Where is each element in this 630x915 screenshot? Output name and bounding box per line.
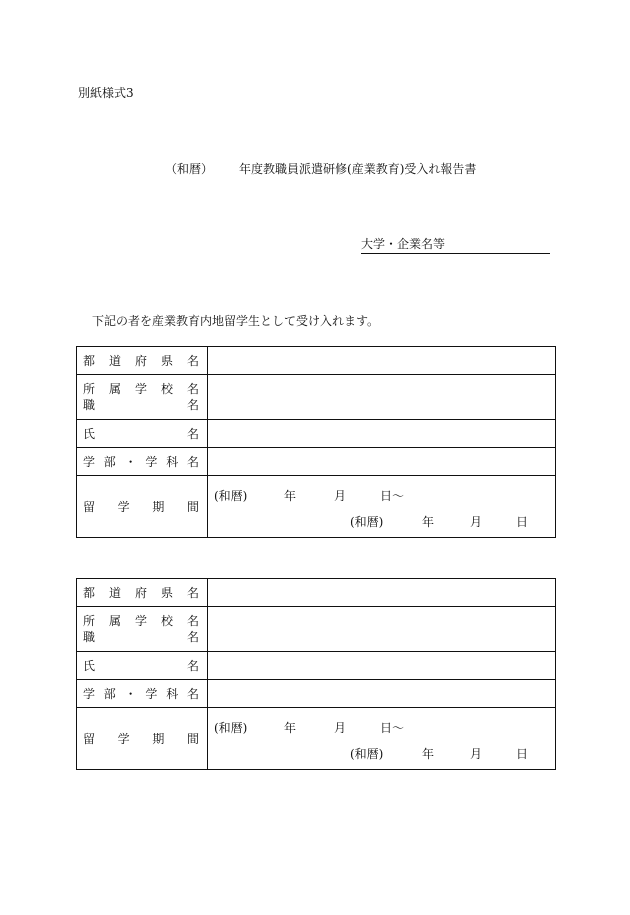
value-period[interactable]: (和暦) 年 月 日～ (和暦) 年 月 日 [208,476,556,538]
row-name [77,652,556,680]
label-period: 留 学 期 間 [77,476,208,538]
value-dept[interactable] [208,680,556,708]
title-text: 年度教職員派遣研修(産業教育)受入れ報告書 [239,162,477,176]
record-table-2 [76,578,556,770]
value-period[interactable]: (和暦) 年 月 日～ (和暦) 年 月 日 [208,708,556,770]
row-prefecture [77,579,556,607]
value-prefecture[interactable] [208,579,556,607]
document-title [165,160,476,177]
label-name: 氏 名 [77,420,208,448]
row-school-position [77,375,556,420]
value-name[interactable] [208,652,556,680]
record-table-1 [76,346,556,538]
row-period [77,476,556,538]
label-school-position: 所 属 学 校 名 職 名 [77,607,208,652]
row-prefecture [77,347,556,375]
label-prefecture: 都 道 府 県 名 [77,579,208,607]
row-name [77,420,556,448]
label-dept: 学 部 ・ 学 科 名 [77,680,208,708]
label-dept: 学 部 ・ 学 科 名 [77,448,208,476]
row-period [77,708,556,770]
label-period: 留 学 期 間 [77,708,208,770]
label-name: 氏 名 [77,652,208,680]
row-school-position [77,607,556,652]
title-era: （和暦） [165,162,214,176]
row-dept [77,680,556,708]
value-dept[interactable] [208,448,556,476]
form-id: 別紙様式3 [78,86,134,100]
value-school-position[interactable] [208,375,556,420]
label-prefecture: 都 道 府 県 名 [77,347,208,375]
value-name[interactable] [208,420,556,448]
organization-name-field[interactable]: 大学・企業名等 [361,235,550,254]
intro-text: 下記の者を産業教育内地留学生として受け入れます。 [92,314,380,328]
row-dept [77,448,556,476]
label-school-position: 所 属 学 校 名 職 名 [77,375,208,420]
value-school-position[interactable] [208,607,556,652]
value-prefecture[interactable] [208,347,556,375]
